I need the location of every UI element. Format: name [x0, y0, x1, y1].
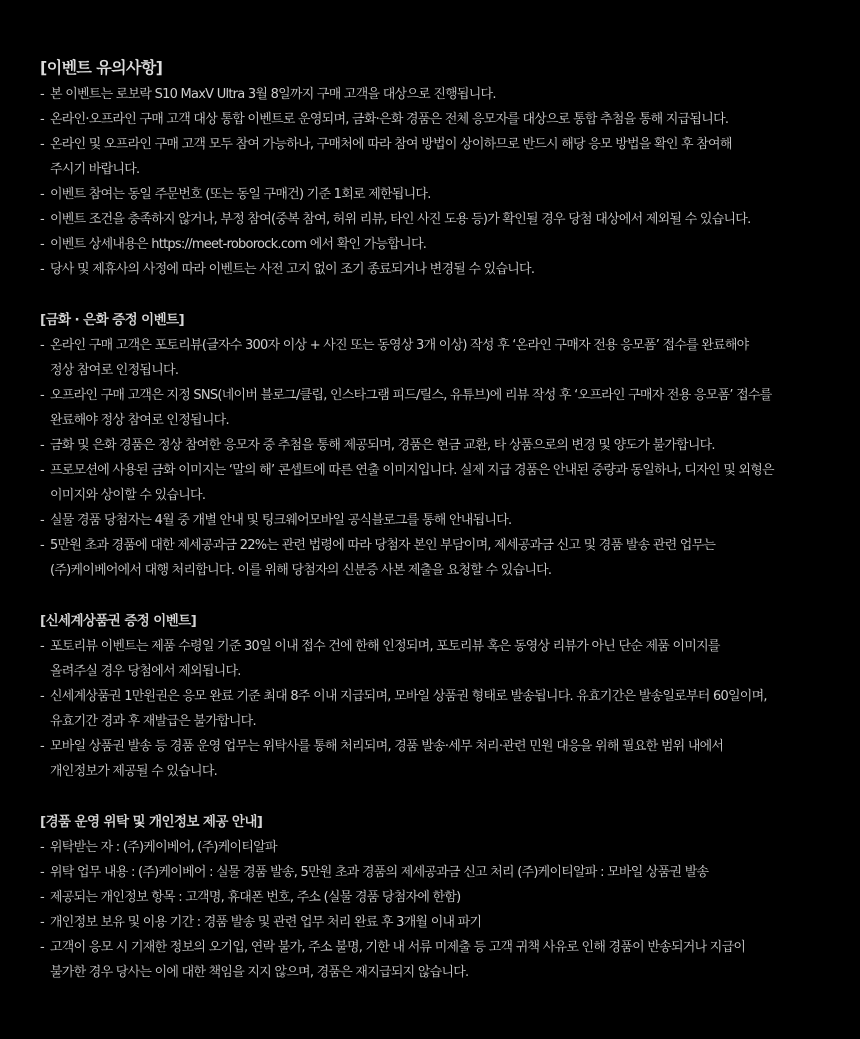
list-item [40, 533, 820, 583]
privacy-section [40, 810, 820, 985]
privacy-list [40, 835, 820, 985]
list-item-line: 온라인 및 오프라인 구매 고객 모두 참여 가능하나, 구매처에 따라 참여 방법이 상이하므로 반드시 해당 응모 방법을 확인 후 참여해 [50, 137, 732, 152]
list-item: - 금화 및 은화 경품은 정상 참여한 응모자 중 추첨을 통해 제공되며, 경품은 현금 교환, 타 상품으로의 변경 및 양도가 불가합니다. [40, 433, 820, 458]
notice-title: [이벤트 유의사항] [40, 58, 163, 77]
list-item-continuation: 완료해야 정상 참여로 인정됩니다. [50, 413, 229, 428]
list-item-continuation: 주시기 바랍니다. [50, 162, 140, 177]
list-item: - 이벤트 상세내용은 https://meet-roborock.com 에서 확인 가능합니다. [40, 232, 820, 257]
list-item-line: 5만원 초과 경품에 대한 제세공과금 22%는 관련 법령에 따라 당첨자 본인 부담이며, 제세공과금 신고 및 경품 발송 관련 업무는 [50, 538, 716, 553]
list-item: - 제공되는 개인정보 항목 : 고객명, 휴대폰 번호, 주소 (실물 경품 당첨자에 한함) [40, 885, 820, 910]
list-item-line: 프로모션에 사용된 금화 이미지는 ‘말의 해’ 콘셉트에 따른 연출 이미지입니다. 실제 지급 경품은 안내된 중량과 동일하나, 디자인 및 외형은 [50, 463, 774, 478]
list-item [40, 734, 820, 784]
list-item: - 당사 및 제휴사의 사정에 따라 이벤트는 사전 고지 없이 조기 종료되거나 변경될 수 있습니다. [40, 257, 820, 282]
list-item [40, 132, 820, 182]
list-item-continuation: 올려주실 경우 당첨에서 제외됩니다. [50, 664, 241, 679]
list-item: - 위탁받는 자 : (주)케이베어, (주)케이티알파 [40, 835, 820, 860]
list-item: - 온라인·오프라인 구매 고객 대상 통합 이벤트로 운영되며, 금화·은화 경품은 전체 응모자를 대상으로 통합 추첨을 통해 지급됩니다. [40, 107, 820, 132]
list-item [40, 383, 820, 433]
gold-coin-section [40, 308, 820, 583]
list-item-continuation: (주)케이베어에서 대행 처리합니다. 이를 위해 당첨자의 신분증 사본 제출을 요청할 수 있습니다. [50, 563, 552, 578]
list-item-continuation: 유효기간 경과 후 재발급은 불가합니다. [50, 714, 256, 729]
list-item-line: 온라인 구매 고객은 포토리뷰(글자수 300자 이상 + 사진 또는 동영상 3개 이상) 작성 후 ‘온라인 구매자 전용 응모폼’ 접수를 완료해야 [50, 338, 749, 353]
list-item-line: 포토리뷰 이벤트는 제품 수령일 기준 30일 이내 접수 건에 한해 인정되며, 포토리뷰 혹은 동영상 리뷰가 아닌 단순 제품 이미지를 [50, 639, 720, 654]
notice-section [40, 82, 820, 282]
list-item [40, 684, 820, 734]
privacy-title: [경품 운영 위탁 및 개인정보 제공 안내] [40, 814, 263, 830]
list-item: - 이벤트 참여는 동일 주문번호 (또는 동일 구매건) 기준 1회로 제한됩니다. [40, 182, 820, 207]
gold-coin-list [40, 333, 820, 583]
list-item-line: 신세계상품권 1만원권은 응모 완료 기준 최대 8주 이내 지급되며, 모바일 상품권 형태로 발송됩니다. 유효기간은 발송일로부터 60일이며, [50, 689, 767, 704]
list-item-continuation: 불가한 경우 당사는 이에 대한 책임을 지지 않으며, 경품은 재지급되지 않습니다. [50, 965, 469, 980]
list-item: - 개인정보 보유 및 이용 기간 : 경품 발송 및 관련 업무 처리 완료 후 3개월 이내 파기 [40, 910, 820, 935]
list-item: - 위탁 업무 내용 : (주)케이베어 : 실물 경품 발송, 5만원 초과 경품의 제세공과금 신고 처리 (주)케이티알파 : 모바일 상품권 발송 [40, 860, 820, 885]
list-item [40, 634, 820, 684]
list-item: - 본 이벤트는 로보락 S10 MaxV Ultra 3월 8일까지 구매 고객을 대상으로 진행됩니다. [40, 82, 820, 107]
list-item-continuation: 개인정보가 제공될 수 있습니다. [50, 764, 218, 779]
list-item-continuation: 이미지와 상이할 수 있습니다. [50, 488, 206, 503]
list-item: - 실물 경품 당첨자는 4월 중 개별 안내 및 팅크웨어모바일 공식블로그를 통해 안내됩니다. [40, 508, 820, 533]
list-item-continuation: 정상 참여로 인정됩니다. [50, 363, 179, 378]
gold-coin-title: [금화 · 은화 증정 이벤트] [40, 312, 185, 328]
list-item [40, 333, 820, 383]
voucher-title: [신세계상품권 증정 이벤트] [40, 613, 197, 629]
voucher-list [40, 634, 820, 784]
list-item [40, 458, 820, 508]
list-item-line: 고객이 응모 시 기재한 정보의 오기입, 연락 불가, 주소 불명, 기한 내 서류 미제출 등 고객 귀책 사유로 인해 경품이 반송되거나 지급이 [50, 940, 746, 955]
list-item [40, 935, 820, 985]
voucher-section [40, 609, 820, 784]
notice-list [40, 82, 820, 282]
list-item-line: 모바일 상품권 발송 등 경품 운영 업무는 위탁사를 통해 처리되며, 경품 발송·세무 처리·관련 민원 대응을 위해 필요한 범위 내에서 [50, 739, 724, 754]
list-item: - 이벤트 조건을 충족하지 않거나, 부정 참여(중복 참여, 허위 리뷰, 타인 사진 도용 등)가 확인될 경우 당첨 대상에서 제외될 수 있습니다. [40, 207, 820, 232]
list-item-line: 오프라인 구매 고객은 지정 SNS(네이버 블로그/클립, 인스타그램 피드/릴스, 유튜브)에 리뷰 작성 후 ‘오프라인 구매자 전용 응모폼’ 접수를 [50, 388, 772, 403]
